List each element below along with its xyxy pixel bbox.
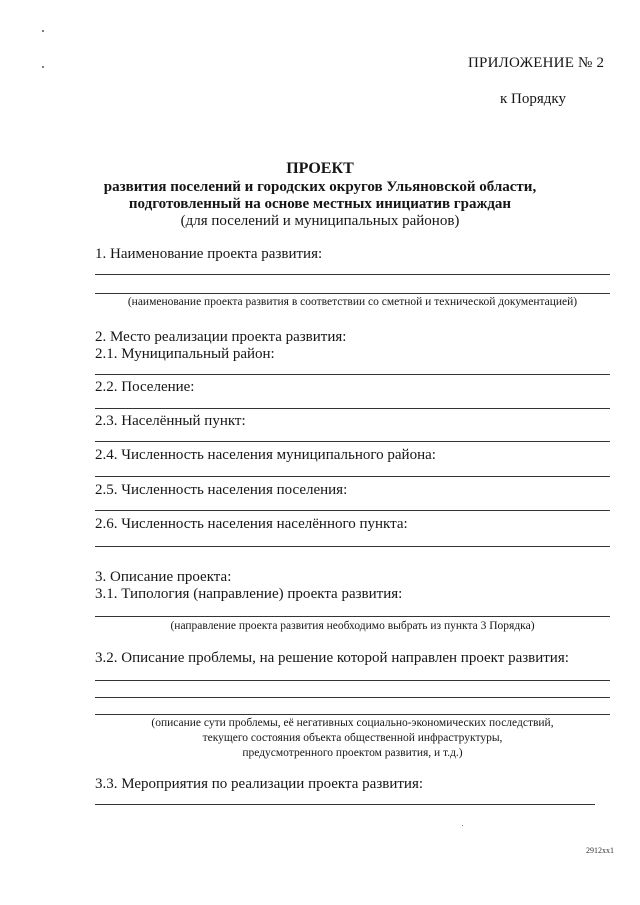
fill-line	[95, 441, 610, 442]
fill-line	[95, 374, 610, 375]
section3-item1: 3.1. Типология (направление) проекта развития:	[95, 586, 403, 602]
fill-line	[95, 408, 610, 409]
section2-heading: 2. Место реализации проекта развития:	[95, 329, 347, 345]
section2-item2: 2.2. Поселение:	[95, 379, 195, 395]
section1-note: (наименование проекта развития в соответствии со сметной и технической документацией)	[127, 296, 578, 308]
fill-line	[95, 804, 595, 805]
footer-code: 2912хх1	[586, 846, 614, 855]
fill-line	[95, 714, 610, 715]
appendix-label: ПРИЛОЖЕНИЕ № 2	[468, 55, 605, 71]
document-subtitle-line2: подготовленный на основе местных инициатив граждан	[128, 196, 512, 212]
procedure-reference: к Порядку	[500, 91, 566, 107]
section1-heading: 1. Наименование проекта развития:	[95, 246, 323, 262]
section3-note1: (направление проекта развития необходимо выбрать из пункта 3 Порядка)	[170, 620, 535, 632]
scan-speck	[462, 825, 463, 826]
section2-item6: 2.6. Численность населения населённого пункта:	[95, 516, 408, 532]
scan-speck	[42, 30, 44, 32]
document-subtitle-line1: развития поселений и городских округов Ульяновской области,	[103, 179, 537, 195]
document-title: ПРОЕКТ	[286, 160, 354, 177]
section3-item3: 3.3. Мероприятия по реализации проекта развития:	[95, 776, 424, 792]
fill-line	[95, 616, 610, 617]
fill-line	[95, 274, 610, 275]
fill-line	[95, 510, 610, 511]
section3-heading: 3. Описание проекта:	[95, 569, 232, 585]
section2-item5: 2.5. Численность населения поселения:	[95, 482, 348, 498]
fill-line	[95, 546, 610, 547]
scan-speck	[42, 66, 44, 68]
document-subtitle-line3: (для поселений и муниципальных районов)	[180, 213, 460, 229]
section2-item4: 2.4. Численность населения муниципального района:	[95, 447, 436, 463]
fill-line	[95, 680, 610, 681]
section3-note2-line2: текущего состояния объекта общественной инфраструктуры,	[202, 732, 503, 744]
fill-line	[95, 293, 610, 294]
section3-item2: 3.2. Описание проблемы, на решение которой направлен проект развития:	[95, 650, 569, 666]
fill-line	[95, 476, 610, 477]
section2-item1: 2.1. Муниципальный район:	[95, 346, 275, 362]
section3-note2-line3: предусмотренного проектом развития, и т.д.)	[242, 747, 463, 759]
section2-item3: 2.3. Населённый пункт:	[95, 413, 246, 429]
fill-line	[95, 697, 610, 698]
section3-note2-line1: (описание сути проблемы, её негативных социально-экономических последствий,	[151, 717, 554, 729]
